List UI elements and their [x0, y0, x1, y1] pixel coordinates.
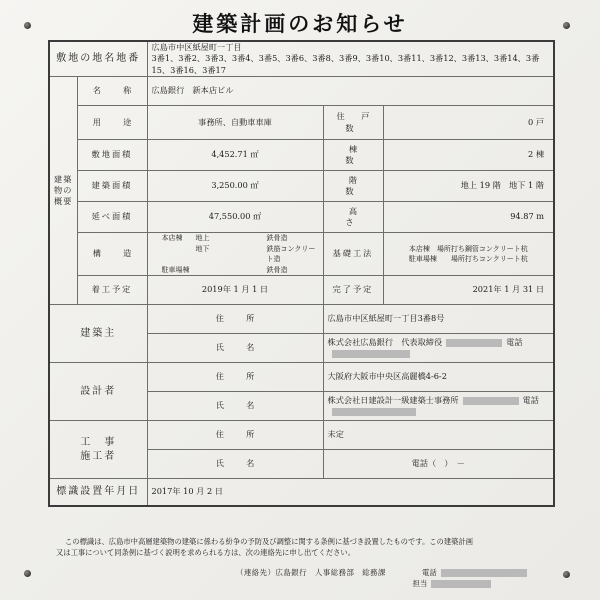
corner-screw-icon [563, 571, 570, 578]
overview-label-line1: 建築 [54, 173, 73, 184]
structure-line-2 [162, 244, 319, 265]
owner-address-label: 住 所 [147, 305, 323, 334]
buildings-count-value: 2 棟 [383, 140, 554, 171]
foundation-value [383, 233, 554, 276]
table-row-total-area [49, 202, 554, 233]
table-row-schedule [49, 276, 554, 305]
height-value: 94.87 m [383, 202, 554, 233]
structure-line-1 [162, 233, 319, 244]
table-row-builder-address [49, 421, 554, 450]
contact-department: （連絡先）広島銀行 人事総務部 総務課 [236, 568, 386, 577]
designer-label: 設計者 [49, 363, 147, 421]
start-date-label: 着工予定 [77, 276, 147, 305]
contact-person-redaction [431, 580, 491, 588]
owner-tel-label: 電話 [506, 336, 523, 347]
builder-address-label: 住 所 [147, 421, 323, 450]
signboard-date-label: 標識設置年月日 [49, 479, 147, 507]
contact-tel-redaction [441, 569, 527, 577]
owner-address-value: 広島市中区紙屋町一丁目3番8号 [323, 305, 554, 334]
overview-label-line2: 物の [54, 184, 73, 195]
structure-l1-building: 本店棟 [161, 234, 183, 242]
structure-l3-blank [196, 265, 220, 276]
structure-l2-blank [162, 244, 196, 265]
site-address-line2: 3番1、3番2、3番3、3番4、3番5、3番6、3番8、3番9、3番10、3番11、3番12、3番13、3番14、3番15、3番16、3番17 [151, 53, 540, 75]
structure-label: 構 造 [77, 233, 147, 276]
foundation-line-2: 駐車場棟 場所打ちコンクリート杭 [408, 255, 528, 263]
contact-row-person [236, 578, 531, 589]
structure-l3-type: 鉄骨造 [266, 265, 288, 274]
corner-screw-icon [24, 570, 31, 577]
construction-notice-table [48, 40, 555, 507]
height-label: 高 さ [323, 202, 383, 233]
total-area-label: 延べ面積 [77, 202, 147, 233]
builder-label-line1: 工 事 [80, 437, 117, 448]
table-row-build-area [49, 171, 554, 202]
start-date-value: 2019年 1 月 1 日 [147, 276, 323, 305]
builder-name-value: 電話（ ） － [323, 450, 554, 479]
build-area-value: 3,250.00 ㎡ [147, 171, 323, 202]
use-label: 用 途 [77, 106, 147, 140]
units-value: 0 戸 [383, 106, 554, 140]
owner-company: 株式会社広島銀行 代表取締役 [327, 336, 443, 347]
total-area-value: 47,550.00 ㎡ [147, 202, 323, 233]
build-area-label: 建築面積 [77, 171, 147, 202]
structure-lines [152, 233, 319, 275]
units-label: 住 戸 数 [323, 106, 383, 140]
structure-l2-spacer [220, 244, 267, 265]
site-address-value [147, 41, 554, 77]
designer-name-label: 氏 名 [147, 392, 323, 421]
foundation-label: 基礎工法 [323, 233, 383, 276]
site-area-label: 敷地面積 [77, 140, 147, 171]
owner-tel-redaction [332, 350, 410, 358]
builder-name-label: 氏 名 [147, 450, 323, 479]
footer-line-1: この標識は、広島市中高層建築物の建築に係わる紛争の予防及び調整に関する条例に基づき設置したものです。この建築計画 [65, 537, 474, 546]
contact-person-label: 担当 [412, 579, 428, 589]
floors-label: 階 数 [323, 171, 383, 202]
builder-address-value: 未定 [323, 421, 554, 450]
footer-note [56, 536, 548, 559]
owner-name-value [323, 334, 554, 363]
table-row-site-address [49, 41, 554, 77]
site-area-value: 4,452.71 ㎡ [147, 140, 323, 171]
site-address-label: 敷地の地名地番 [49, 41, 147, 77]
table-row-structure [49, 233, 554, 276]
contact-block [236, 567, 531, 589]
structure-l1-type: 鉄骨造 [266, 234, 288, 242]
builder-label [49, 421, 147, 479]
table-row-signboard-date [49, 479, 554, 507]
structure-value [147, 233, 323, 276]
table-row-name [49, 77, 554, 106]
finish-date-value: 2021年 1 月 31 日 [383, 276, 554, 305]
overview-label [49, 77, 77, 305]
table-row-use [49, 106, 554, 140]
designer-name-redaction [463, 397, 519, 405]
signboard-date-value: 2017年 10 月 2 日 [147, 479, 554, 507]
structure-line-3 [162, 265, 319, 276]
structure-l2-part: 地下 [195, 244, 210, 253]
owner-label: 建築主 [49, 305, 147, 363]
structure-l3-spacer [220, 265, 267, 276]
building-name-label: 名 称 [77, 77, 147, 106]
structure-l2-type: 鉄筋コンクリート造 [266, 244, 316, 263]
building-name-value: 広島銀行 新本店ビル [147, 77, 554, 106]
table-row-owner-address [49, 305, 554, 334]
designer-name-value [323, 392, 554, 421]
foundation-line-1: 本店棟 場所打ち鋼管コンクリート杭 [408, 244, 528, 253]
overview-label-line3: 概要 [54, 196, 73, 207]
designer-address-label: 住 所 [147, 363, 323, 392]
page-title: 建築計画のお知らせ [192, 11, 408, 36]
footer-line-2: 又は工事について同条例に基づく説明を求められる方は、次の連絡先に申し出てください。 [56, 548, 356, 558]
designer-tel-redaction [332, 408, 416, 416]
designer-address-value: 大阪府大阪市中央区高麗橋4-6-2 [323, 363, 554, 392]
structure-l1-part: 地上 [195, 234, 210, 242]
builder-label-line2: 施工者 [80, 450, 117, 462]
table-row-designer-address [49, 363, 554, 392]
table-row-site-area [49, 140, 554, 171]
contact-tel-label: 電話 [421, 568, 437, 577]
structure-l3-building: 駐車場棟 [161, 265, 190, 274]
contact-row-tel [236, 567, 531, 578]
use-value: 事務所、自動車車庫 [147, 106, 323, 140]
floors-value: 地上 19 階 地下 1 階 [383, 171, 554, 202]
site-address-line1: 広島市中区紙屋町一丁目 [151, 42, 242, 53]
designer-firm: 株式会社日建設計一級建築士事務所 [327, 394, 459, 405]
buildings-count-label: 棟 数 [323, 140, 383, 171]
owner-name-label: 氏 名 [147, 334, 323, 363]
designer-tel-label: 電話 [522, 394, 539, 405]
structure-l1-spacer [220, 233, 267, 244]
owner-name-redaction [446, 339, 502, 347]
finish-date-label: 完了予定 [323, 276, 383, 305]
